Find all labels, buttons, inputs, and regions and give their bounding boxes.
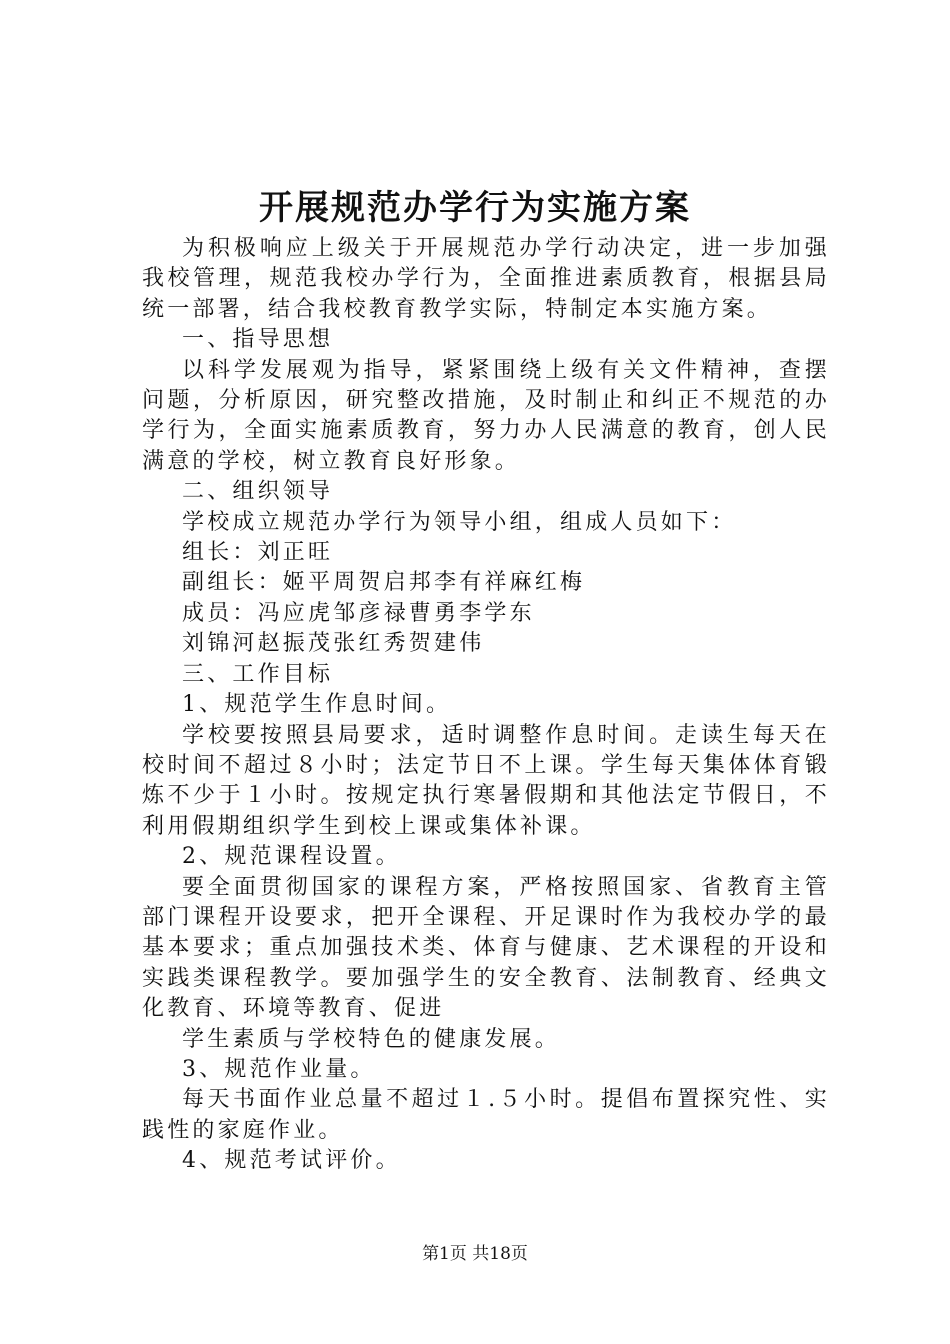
page-number-footer: 第1页 共18页 — [422, 1244, 528, 1264]
members-line: 成员：冯应虎邹彦禄曹勇李学东 — [182, 600, 535, 626]
goal-3-paragraph: 每天书面作业总量不超过１.５小时。提倡布置探究性、实践性的家庭作业。 — [142, 1087, 830, 1143]
goal-3-heading: 3、规范作业量。 — [182, 1056, 376, 1082]
goal-2-paragraph-continued: 学生素质与学校特色的健康发展。 — [182, 1026, 561, 1052]
goal-2-paragraph: 要全面贯彻国家的课程方案，严格按照国家、省教育主管部门课程开设要求，把开全课程、开足课时作为我校办学的最基本要求；重点加强技术类、体育与健康、艺术课程的开设和实践类课程教学。要加强学生的安全教育、法制教育、经典文化教育、环境等教育、促进 — [142, 874, 830, 1022]
members-line-continued: 刘锦河赵振茂张红秀贺建伟 — [182, 631, 485, 657]
goal-2-heading: 2、规范课程设置。 — [182, 844, 401, 870]
team-leader-line: 组长：刘正旺 — [182, 540, 334, 566]
document-title: 开展规范办学行为实施方案 — [259, 188, 691, 228]
goal-4-heading: 4、规范考试评价。 — [182, 1148, 401, 1174]
goal-1-paragraph: 学校要按照县局要求，适时调整作息时间。走读生每天在校时间不超过８小时；法定节日不上课。学生每天集体体育锻炼不少于１小时。按规定执行寒暑假期和其他法定节假日，不利用假期组织学生到校上课或集体补课。 — [142, 722, 830, 839]
guiding-ideology-paragraph: 以科学发展观为指导，紧紧围绕上级有关文件精神，查摆问题，分析原因，研究整改措施，及时制止和纠正不规范的办学行为，全面实施素质教育，努力办人民满意的教育，创人民满意的学校，树立教育良好形象。 — [142, 357, 830, 474]
document-body — [142, 234, 830, 1177]
section-heading-organization: 二、组织领导 — [182, 479, 334, 505]
intro-paragraph: 为积极响应上级关于开展规范办学行动决定，进一步加强我校管理，规范我校办学行为，全面推进素质教育，根据县局统一部署，结合我校教育教学实际，特制定本实施方案。 — [142, 236, 830, 322]
section-heading-work-goals: 三、工作目标 — [182, 661, 334, 687]
deputy-leader-line: 副组长：姬平周贺启邦李有祥麻红梅 — [182, 570, 586, 596]
organization-paragraph: 学校成立规范办学行为领导小组，组成人员如下： — [182, 509, 737, 535]
goal-1-heading: 1、规范学生作息时间。 — [182, 692, 452, 718]
section-heading-guiding-ideology: 一、指导思想 — [182, 327, 334, 353]
